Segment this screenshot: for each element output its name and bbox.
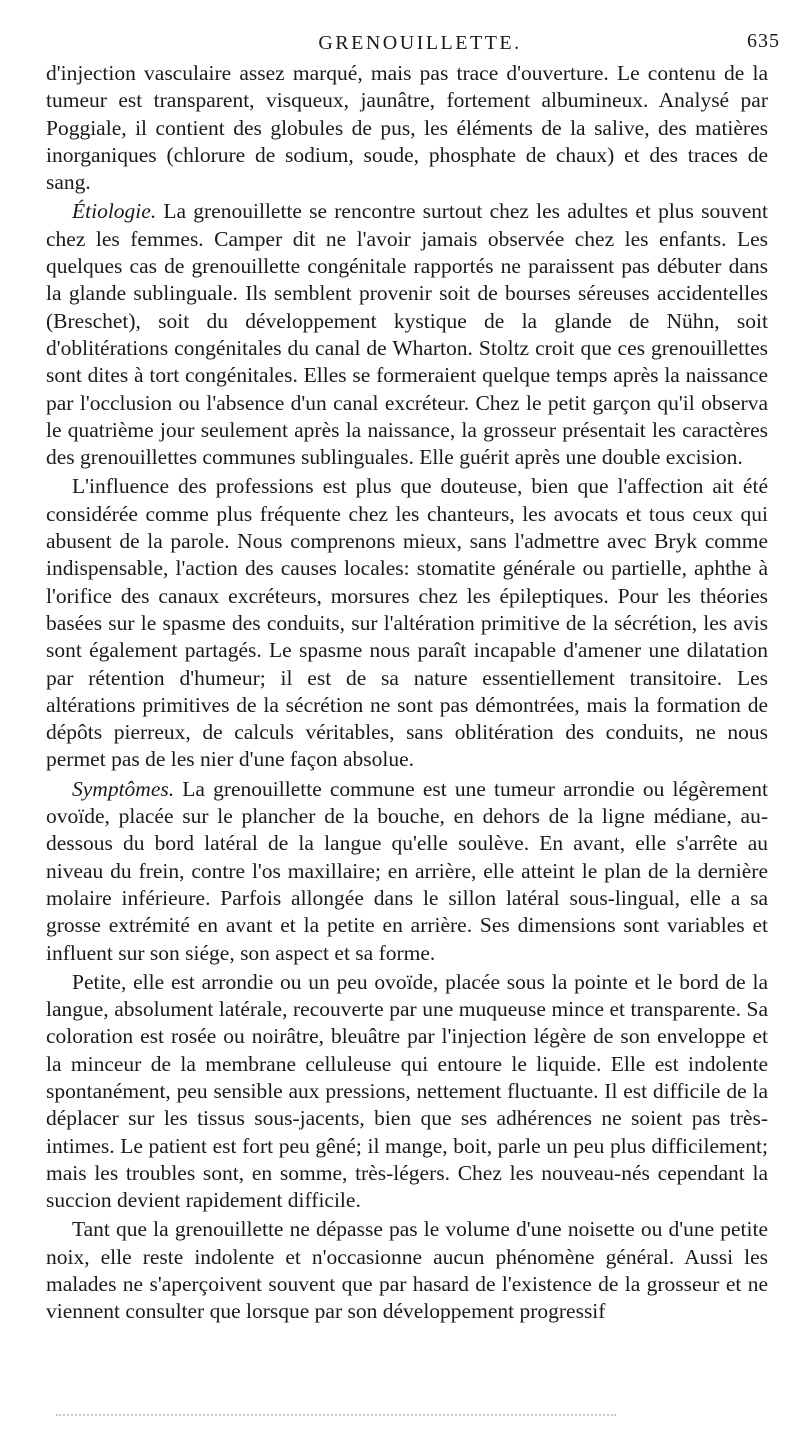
paragraph-tant-que <box>46 1216 768 1325</box>
paragraph-petite <box>46 969 768 1215</box>
paragraph-text: L'influence des professions est plus que douteuse, bien que l'affection ait été considérée comme plus fréquente chez les chanteurs, les avocats et tous ceux qui abusent de la parole. Nous comprenons mieux, sans l'admettre avec Bryk comme indispensable, l'action des causes locales: stomatite générale ou partielle, aphthe à l'orifice des canaux excréteurs, morsures chez les épileptiques. Pour les théories basées sur le spasme des conduits, sur l'altération primitive de la sécrétion, les avis sont également partagés. Le spasme nous paraît incapable d'amener une dilatation par rétention d'humeur; il est de sa nature essentiellement transitoire. Les altérations primitives de la sécrétion ne sont pas démontrées, mais la formation de dépôts pierreux, de calculs véritables, sans oblitération des conduits, ne nous permet pas de les nier d'une façon absolue. <box>46 474 768 772</box>
running-title: GRENOUILLETTE. <box>318 32 522 54</box>
running-header <box>40 30 780 60</box>
paragraph-continuation <box>46 60 768 196</box>
page-number: 635 <box>747 30 780 52</box>
section-heading-symptomes: Symptômes. <box>72 776 175 801</box>
section-heading-etiologie: Étiologie. <box>72 199 157 224</box>
paragraph-professions <box>46 473 768 773</box>
paragraph-text: Petite, elle est arrondie ou un peu ovoïde, placée sous la pointe et le bord de la langue, absolument latérale, recouverte par une muqueuse mince et transparente. Sa coloration est rosée ou noirâtre, bleuâtre par l'injection légère de son enveloppe et la minceur de la membrane celluleuse qui entoure le liquide. Elle est indolente spontanément, peu sensible aux pressions, nettement fluctuante. Il est difficile de la déplacer sur les tissus sous-jacents, bien que ses adhérences ne soient pas très-intimes. Le patient est fort peu gêné; il mange, boit, parle un peu plus difficilement; mais les troubles sont, en somme, très-légers. Chez les nouveau-nés cependant la succion devient rapidement difficile. <box>46 969 768 1213</box>
paragraph-symptomes <box>46 776 768 967</box>
paragraph-etiologie <box>46 198 768 471</box>
paragraph-text: Tant que la grenouillette ne dépasse pas le volume d'une noisette ou d'une petite noix, elle reste indolente et n'occasionne aucun phénomène général. Aussi les malades ne s'aperçoivent souvent que par hasard de l'existence de la grosseur et ne viennent consulter que lorsque par son développement progressif <box>46 1217 768 1324</box>
footer-print-marks <box>56 1414 616 1420</box>
paragraph-text: La grenouillette commune est une tumeur arrondie ou légèrement ovoïde, placée sur le plancher de la bouche, en dehors de la ligne médiane, au-dessous du bord latéral de la langue qu'elle soulève. En avant, elle s'arrête au niveau du frein, contre l'os maxillaire; en arrière, elle atteint le plan de la dernière molaire inférieure. Parfois allongée dans le sillon latéral sous-lingual, elle a sa grosse extrémité en avant et la petite en arrière. Ses dimensions sont variables et influent sur son siége, son aspect et sa forme. <box>46 776 768 965</box>
paragraph-text: d'injection vasculaire assez marqué, mais pas trace d'ouverture. Le contenu de la tumeur est transparent, visqueux, jaunâtre, fortement albumineux. Analysé par Poggiale, il contient des globules de pus, les éléments de la salive, des matières inorganiques (chlorure de sodium, soude, phosphate de chaux) et des traces de sang. <box>46 61 768 195</box>
paragraph-text: La grenouillette se rencontre surtout chez les adultes et plus souvent chez les femmes. Camper dit ne l'avoir jamais observée chez les enfants. Les quelques cas de grenouillette congénitale rapportés ne paraissent pas débuter dans la glande sublinguale. Ils semblent provenir soit de bourses séreuses accidentelles (Breschet), soit du développement kystique de la glande de Nühn, soit d'oblitérations congénitales du canal de Wharton. Stoltz croit que ces grenouillettes sont dites à tort congénitales. Elles se formeraient quelque temps après la naissance par l'occlusion ou l'absence d'un canal excréteur. Chez le petit garçon qu'il observa le quatrième jour seulement après la naissance, la grosseur présentait les caractères des grenouillettes communes sublinguales. Elle guérit après une double excision. <box>46 199 769 470</box>
body-text <box>46 60 768 1326</box>
